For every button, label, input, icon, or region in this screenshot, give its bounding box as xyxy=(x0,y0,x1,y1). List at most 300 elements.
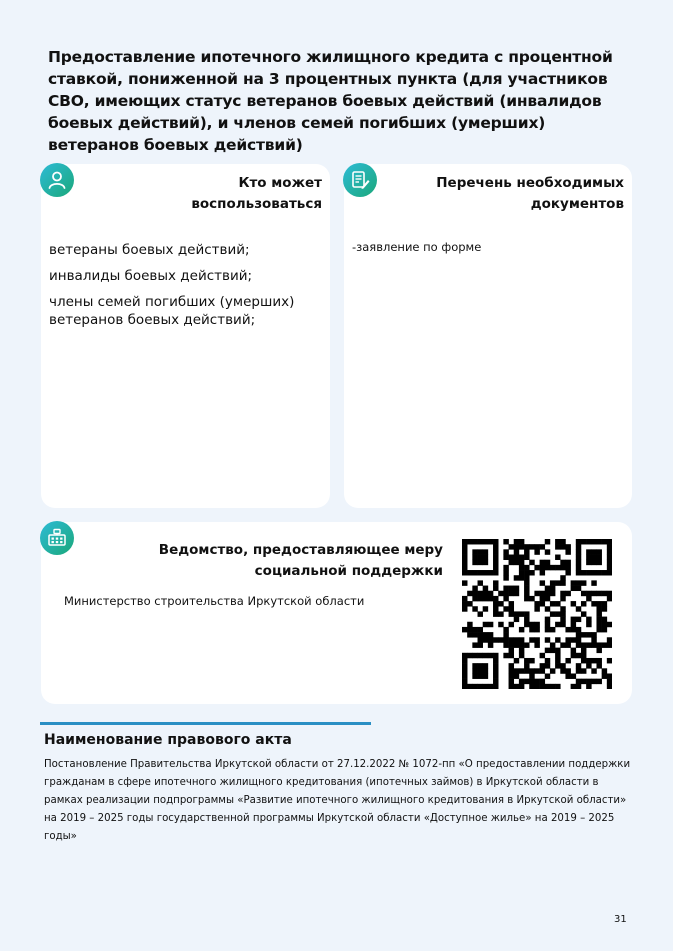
qr-module xyxy=(472,653,477,658)
qr-module xyxy=(509,673,514,678)
qr-module xyxy=(467,632,472,637)
qr-module xyxy=(524,570,529,575)
documents-heading-line1: Перечень необходимых xyxy=(436,175,624,191)
qr-module xyxy=(602,617,607,622)
qr-module xyxy=(519,627,524,632)
qr-module xyxy=(555,539,560,544)
qr-module xyxy=(576,539,581,544)
qr-module xyxy=(565,560,570,565)
qr-module xyxy=(462,560,467,565)
qr-module xyxy=(602,627,607,632)
qr-module xyxy=(586,622,591,627)
qr-module xyxy=(586,596,591,601)
qr-module xyxy=(462,544,467,549)
qr-module xyxy=(524,586,529,591)
qr-module xyxy=(524,679,529,684)
qr-module xyxy=(571,617,576,622)
qr-module xyxy=(483,663,488,668)
qr-module xyxy=(540,591,545,596)
org-structure-icon xyxy=(40,521,74,555)
qr-module xyxy=(596,627,601,632)
qr-module xyxy=(555,622,560,627)
qr-module xyxy=(550,601,555,606)
qr-module xyxy=(472,596,477,601)
qr-module xyxy=(488,632,493,637)
qr-module xyxy=(576,555,581,560)
qr-module xyxy=(509,679,514,684)
qr-module xyxy=(576,679,581,684)
qr-module xyxy=(571,627,576,632)
qr-code[interactable] xyxy=(462,539,612,689)
qr-module xyxy=(545,627,550,632)
qr-module xyxy=(519,668,524,673)
qr-module xyxy=(576,663,581,668)
qr-module xyxy=(586,632,591,637)
qr-module xyxy=(545,622,550,627)
qr-module xyxy=(596,648,601,653)
qr-module xyxy=(555,663,560,668)
qr-module xyxy=(581,591,586,596)
qr-module xyxy=(483,560,488,565)
qr-module xyxy=(534,565,539,570)
qr-module xyxy=(565,627,570,632)
qr-module xyxy=(576,627,581,632)
qr-module xyxy=(529,679,534,684)
qr-module xyxy=(555,544,560,549)
qr-module xyxy=(514,560,519,565)
qr-module xyxy=(467,570,472,575)
qr-module xyxy=(503,596,508,601)
qr-module xyxy=(519,611,524,616)
qr-module xyxy=(576,642,581,647)
qr-module xyxy=(493,560,498,565)
qr-module xyxy=(467,601,472,606)
qr-module xyxy=(576,570,581,575)
qr-module xyxy=(586,570,591,575)
qr-module xyxy=(503,632,508,637)
qr-module xyxy=(467,591,472,596)
qr-module xyxy=(555,648,560,653)
qr-module xyxy=(534,591,539,596)
qr-module xyxy=(571,637,576,642)
qr-module xyxy=(560,575,565,580)
qr-module xyxy=(493,658,498,663)
qr-module xyxy=(524,617,529,622)
qr-module xyxy=(596,591,601,596)
qr-module xyxy=(478,653,483,658)
qr-module xyxy=(493,570,498,575)
qr-module xyxy=(581,632,586,637)
qr-module xyxy=(591,549,596,554)
qr-module xyxy=(509,684,514,689)
list-item: ветераны боевых действий; xyxy=(49,242,250,258)
qr-module xyxy=(560,539,565,544)
qr-module xyxy=(550,684,555,689)
qr-module xyxy=(576,653,581,658)
qr-module xyxy=(565,591,570,596)
qr-module xyxy=(571,601,576,606)
qr-module xyxy=(462,539,467,544)
qr-module xyxy=(483,606,488,611)
qr-module xyxy=(483,570,488,575)
qr-module xyxy=(503,637,508,642)
qr-module xyxy=(602,622,607,627)
qr-module xyxy=(509,606,514,611)
qr-module xyxy=(478,637,483,642)
qr-module xyxy=(596,622,601,627)
document-edit-icon xyxy=(343,163,377,197)
qr-module xyxy=(540,668,545,673)
qr-module xyxy=(540,580,545,585)
qr-module xyxy=(596,570,601,575)
qr-module xyxy=(545,549,550,554)
qr-module xyxy=(560,622,565,627)
qr-module xyxy=(586,539,591,544)
qr-module xyxy=(596,606,601,611)
qr-module xyxy=(540,679,545,684)
qr-module xyxy=(478,668,483,673)
qr-module xyxy=(483,684,488,689)
qr-module xyxy=(488,622,493,627)
qr-module xyxy=(560,611,565,616)
qr-module xyxy=(534,627,539,632)
qr-module xyxy=(607,555,612,560)
qr-module xyxy=(493,549,498,554)
qr-module xyxy=(503,555,508,560)
qr-module xyxy=(472,627,477,632)
qr-module xyxy=(550,586,555,591)
qr-module xyxy=(565,565,570,570)
qr-module xyxy=(560,565,565,570)
qr-module xyxy=(534,549,539,554)
qr-module xyxy=(519,565,524,570)
qr-module xyxy=(581,679,586,684)
qr-module xyxy=(534,637,539,642)
qr-module xyxy=(540,601,545,606)
qr-module xyxy=(591,601,596,606)
qr-module xyxy=(488,684,493,689)
qr-module xyxy=(483,668,488,673)
qr-module xyxy=(540,663,545,668)
qr-module xyxy=(586,658,591,663)
qr-module xyxy=(571,622,576,627)
qr-module xyxy=(581,648,586,653)
qr-module xyxy=(581,653,586,658)
qr-module xyxy=(571,580,576,585)
qr-module xyxy=(576,580,581,585)
qr-module xyxy=(591,668,596,673)
qr-module xyxy=(555,565,560,570)
qr-module xyxy=(602,673,607,678)
qr-module xyxy=(540,565,545,570)
qr-module xyxy=(493,539,498,544)
qr-module xyxy=(472,586,477,591)
qr-module xyxy=(581,642,586,647)
qr-module xyxy=(555,601,560,606)
qr-module xyxy=(596,611,601,616)
qr-module xyxy=(488,539,493,544)
qr-module xyxy=(524,622,529,627)
qr-module xyxy=(493,684,498,689)
qr-module xyxy=(586,617,591,622)
qr-module xyxy=(519,539,524,544)
qr-module xyxy=(514,658,519,663)
qr-module xyxy=(462,549,467,554)
qr-module xyxy=(545,606,550,611)
qr-module xyxy=(483,673,488,678)
eligible-card-heading xyxy=(122,173,322,215)
eligible-heading-line2: воспользоваться xyxy=(191,196,322,212)
qr-module xyxy=(467,684,472,689)
qr-module xyxy=(483,637,488,642)
qr-module xyxy=(607,622,612,627)
qr-module xyxy=(514,642,519,647)
qr-module xyxy=(478,580,483,585)
qr-module xyxy=(472,673,477,678)
qr-module xyxy=(478,642,483,647)
qr-module xyxy=(591,560,596,565)
qr-module xyxy=(596,642,601,647)
qr-module xyxy=(472,555,477,560)
qr-module xyxy=(503,565,508,570)
qr-module xyxy=(524,565,529,570)
qr-module xyxy=(550,565,555,570)
qr-module xyxy=(591,658,596,663)
qr-module xyxy=(607,637,612,642)
qr-module xyxy=(586,679,591,684)
qr-module xyxy=(514,591,519,596)
qr-module xyxy=(596,560,601,565)
qr-module xyxy=(581,570,586,575)
qr-module xyxy=(478,673,483,678)
qr-module xyxy=(607,642,612,647)
qr-module xyxy=(483,555,488,560)
qr-module xyxy=(509,622,514,627)
qr-module xyxy=(596,617,601,622)
qr-module xyxy=(514,617,519,622)
qr-module xyxy=(545,591,550,596)
qr-module xyxy=(602,570,607,575)
qr-module xyxy=(560,591,565,596)
qr-module xyxy=(478,632,483,637)
qr-module xyxy=(478,539,483,544)
qr-module xyxy=(514,539,519,544)
qr-module xyxy=(607,596,612,601)
qr-module xyxy=(467,622,472,627)
qr-module xyxy=(540,544,545,549)
qr-module xyxy=(524,663,529,668)
qr-module xyxy=(493,663,498,668)
qr-module xyxy=(596,663,601,668)
eligible-heading-line1: Кто может xyxy=(238,175,322,191)
qr-module xyxy=(602,591,607,596)
qr-module xyxy=(560,606,565,611)
qr-module xyxy=(488,596,493,601)
qr-module xyxy=(519,679,524,684)
qr-module xyxy=(596,539,601,544)
qr-module xyxy=(591,555,596,560)
qr-module xyxy=(534,544,539,549)
qr-module xyxy=(519,684,524,689)
qr-module xyxy=(571,673,576,678)
qr-module xyxy=(581,539,586,544)
qr-module xyxy=(462,679,467,684)
eligible-card xyxy=(41,164,330,508)
qr-module xyxy=(462,658,467,663)
qr-module xyxy=(550,591,555,596)
qr-module xyxy=(472,591,477,596)
qr-module xyxy=(576,617,581,622)
qr-module xyxy=(493,601,498,606)
qr-module xyxy=(565,637,570,642)
qr-module xyxy=(493,668,498,673)
qr-module xyxy=(529,622,534,627)
qr-module xyxy=(529,668,534,673)
qr-module xyxy=(503,642,508,647)
document-item: -заявление по форме xyxy=(352,240,482,254)
qr-module xyxy=(529,627,534,632)
qr-module xyxy=(498,637,503,642)
qr-module xyxy=(478,549,483,554)
qr-module xyxy=(478,591,483,596)
qr-module xyxy=(478,684,483,689)
qr-module xyxy=(483,596,488,601)
qr-module xyxy=(524,549,529,554)
qr-module xyxy=(596,601,601,606)
qr-module xyxy=(591,580,596,585)
qr-module xyxy=(493,611,498,616)
qr-module xyxy=(519,648,524,653)
qr-module xyxy=(565,570,570,575)
qr-module xyxy=(534,668,539,673)
qr-module xyxy=(560,544,565,549)
qr-module xyxy=(529,560,534,565)
qr-module xyxy=(472,668,477,673)
qr-module xyxy=(560,642,565,647)
qr-module xyxy=(472,539,477,544)
qr-module xyxy=(488,591,493,596)
qr-module xyxy=(488,653,493,658)
qr-module xyxy=(503,606,508,611)
qr-module xyxy=(540,684,545,689)
qr-module xyxy=(498,601,503,606)
qr-module xyxy=(462,596,467,601)
qr-module xyxy=(519,637,524,642)
qr-module xyxy=(591,570,596,575)
qr-module xyxy=(509,586,514,591)
qr-module xyxy=(519,642,524,647)
qr-module xyxy=(545,596,550,601)
qr-module xyxy=(483,539,488,544)
qr-module xyxy=(462,663,467,668)
qr-module xyxy=(529,544,534,549)
qr-module xyxy=(607,684,612,689)
qr-module xyxy=(534,684,539,689)
qr-module xyxy=(493,673,498,678)
qr-module xyxy=(550,627,555,632)
qr-module xyxy=(472,549,477,554)
list-item: инвалиды боевых действий; xyxy=(49,268,253,284)
qr-module xyxy=(462,580,467,585)
qr-module xyxy=(493,606,498,611)
qr-module xyxy=(607,679,612,684)
qr-module xyxy=(545,539,550,544)
qr-module xyxy=(483,586,488,591)
qr-module xyxy=(498,591,503,596)
qr-module xyxy=(509,591,514,596)
qr-module xyxy=(550,611,555,616)
qr-module xyxy=(514,684,519,689)
agency-card xyxy=(41,522,632,704)
qr-module xyxy=(509,668,514,673)
qr-module xyxy=(509,555,514,560)
qr-module xyxy=(524,575,529,580)
agency-heading-line1: Ведомство, предоставляющее меру xyxy=(158,542,443,558)
qr-module xyxy=(545,658,550,663)
qr-module xyxy=(555,637,560,642)
qr-module xyxy=(462,627,467,632)
qr-module xyxy=(462,555,467,560)
qr-module xyxy=(514,637,519,642)
qr-module xyxy=(581,611,586,616)
qr-module xyxy=(519,575,524,580)
qr-module xyxy=(607,549,612,554)
qr-module xyxy=(586,642,591,647)
qr-module xyxy=(607,544,612,549)
qr-module xyxy=(571,586,576,591)
qr-module xyxy=(576,549,581,554)
qr-module xyxy=(591,637,596,642)
qr-module xyxy=(478,555,483,560)
qr-module xyxy=(524,555,529,560)
qr-module xyxy=(509,601,514,606)
qr-module xyxy=(509,544,514,549)
qr-module xyxy=(483,591,488,596)
qr-module xyxy=(467,627,472,632)
qr-module xyxy=(576,668,581,673)
qr-module xyxy=(478,596,483,601)
qr-module xyxy=(478,570,483,575)
qr-module xyxy=(565,658,570,663)
qr-module xyxy=(524,642,529,647)
qr-module xyxy=(519,555,524,560)
legal-act-text: Постановление Правительства Иркутской области от 27.12.2022 № 1072-пп «О предоставлении поддержки гражданам в сфере ипотечного жилищного кредитования (ипотечных займов) в Иркутской области в рамках реализации подпрограммы «Развитие ипотечного жилищного кредитования в Иркутской области» на 2019 – 2025 годы государственной программы Иркутской области «Доступное жилье» на 2019 – 2025 годы» xyxy=(44,759,631,842)
qr-module xyxy=(519,570,524,575)
qr-module xyxy=(534,606,539,611)
qr-module xyxy=(493,544,498,549)
qr-module xyxy=(602,539,607,544)
qr-module xyxy=(550,642,555,647)
qr-module xyxy=(478,560,483,565)
qr-module xyxy=(462,570,467,575)
qr-module xyxy=(565,549,570,554)
qr-module xyxy=(545,684,550,689)
qr-module xyxy=(560,580,565,585)
qr-module xyxy=(586,560,591,565)
qr-module xyxy=(472,663,477,668)
qr-module xyxy=(472,570,477,575)
qr-module xyxy=(602,606,607,611)
qr-module xyxy=(478,611,483,616)
qr-module xyxy=(472,632,477,637)
qr-module xyxy=(462,673,467,678)
qr-module xyxy=(560,596,565,601)
qr-module xyxy=(524,580,529,585)
qr-module xyxy=(607,570,612,575)
qr-module xyxy=(493,637,498,642)
qr-module xyxy=(545,673,550,678)
qr-module xyxy=(503,539,508,544)
